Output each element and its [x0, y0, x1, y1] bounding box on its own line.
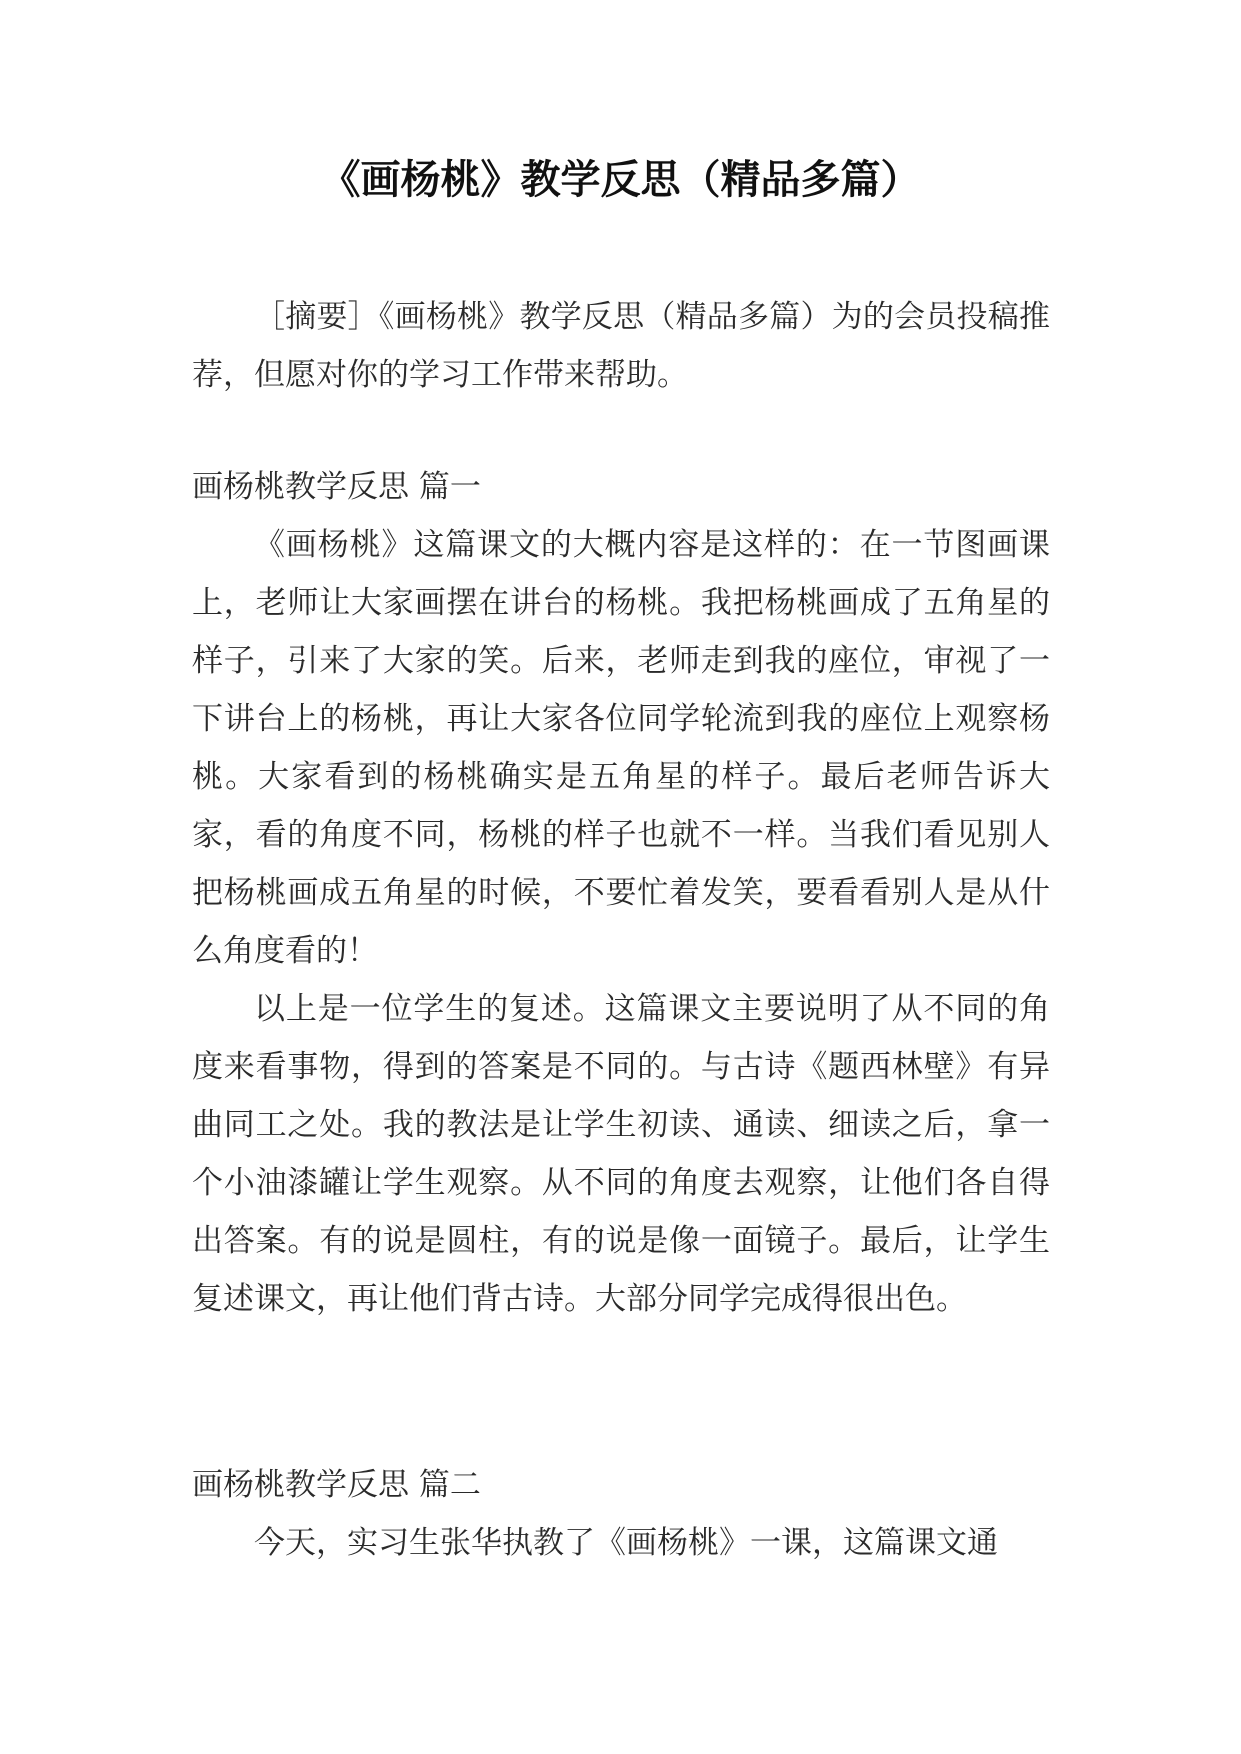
document-title: 《画杨桃》教学反思（精品多篇） [320, 157, 921, 203]
section-heading: 画杨桃教学反思 篇二 [192, 1467, 481, 1503]
section-paragraph: 以上是一位学生的复述。这篇课文主要说明了从不同的角度来看事物，得到的答案是不同的。与古诗《题西林壁》有异曲同工之处。我的教法是让学生初读、通读、细读之后，拿一个小油漆罐让学生观察。从不同的角度去观察，让他们各自得出答案。有的说是圆柱，有的说是像一面镜子。最后，让学生复述课文，再让他们背古诗。大部分同学完成得很出色。 [192, 991, 1050, 1317]
section-paragraph: 《画杨桃》这篇课文的大概内容是这样的：在一节图画课上，老师让大家画摆在讲台的杨桃。我把杨桃画成了五角星的样子，引来了大家的笑。后来，老师走到我的座位，审视了一下讲台上的杨桃，再让大家各位同学轮流到我的座位上观察杨桃。大家看到的杨桃确实是五角星的样子。最后老师告诉大家，看的角度不同，杨桃的样子也就不一样。当我们看见别人把杨桃画成五角星的时候，不要忙着发笑，要看看别人是从什么角度看的！ [192, 527, 1050, 969]
section-paragraph: 今天，实习生张华执教了《画杨桃》一课，这篇课文通 [254, 1525, 998, 1561]
abstract-paragraph: ［摘要］《画杨桃》教学反思（精品多篇）为的会员投稿推荐，但愿对你的学习工作带来帮助。 [192, 299, 1050, 393]
section-one [192, 458, 1050, 1328]
abstract-block [192, 288, 1050, 404]
section-two [192, 1456, 1050, 1572]
section-heading: 画杨桃教学反思 篇一 [192, 469, 481, 505]
